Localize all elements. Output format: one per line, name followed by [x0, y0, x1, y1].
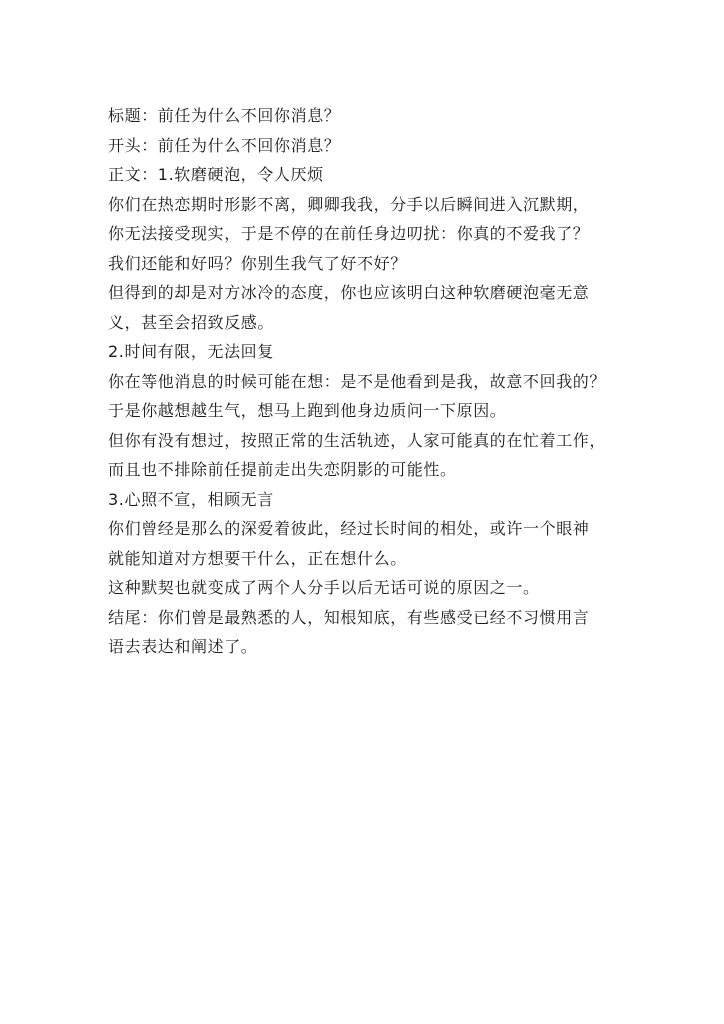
ending-line: 语去表达和阐述了。: [108, 637, 258, 656]
paragraph-line: 而且也不排除前任提前走出失恋阴影的可能性。: [108, 460, 457, 479]
paragraph-line: 你在等他消息的时候可能在想：是不是他看到是我，故意不回我的？: [108, 371, 607, 391]
paragraph-line: 你们曾经是那么的深爱着彼此，经过长时间的相处，或许一个眼神: [108, 519, 590, 538]
title-line: 标题：前任为什么不回你消息？: [108, 106, 341, 125]
paragraph-line: 但你有没有想过，按照正常的生活轨迹，人家可能真的在忙着工作，: [108, 430, 607, 450]
ending-line: 结尾：你们曾是最熟悉的人，知根知底，有些感受已经不习惯用言: [108, 607, 590, 627]
paragraph-line: 你无法接受现实，于是不停的在前任身边叨扰：你真的不爱我了？: [108, 224, 590, 243]
paragraph-line: 但得到的却是对方冰冷的态度，你也应该明白这种软磨硬泡毫无意: [108, 283, 590, 302]
section-heading-2: 2.时间有限，无法回复: [108, 342, 274, 361]
paragraph-line: 我们还能和好吗？你别生我气了好不好？: [108, 253, 407, 273]
section-heading-3: 3.心照不宣，相顾无言: [108, 489, 274, 509]
paragraph-line: 就能知道对方想要干什么，正在想什么。: [108, 548, 407, 568]
document-body: [108, 101, 638, 662]
body-heading-1: 正文：1.软磨硬泡，令人厌烦: [108, 165, 324, 184]
paragraph-line: 义，甚至会招致反感。: [108, 312, 275, 332]
paragraph-line: 于是你越想越生气，想马上跑到他身边质问一下原因。: [108, 401, 507, 420]
paragraph-line: 你们在热恋期时形影不离，卿卿我我，分手以后瞬间进入沉默期，: [108, 194, 590, 214]
paragraph-line: 这种默契也就变成了两个人分手以后无话可说的原因之一。: [108, 578, 540, 597]
opening-line: 开头：前任为什么不回你消息？: [108, 135, 341, 155]
